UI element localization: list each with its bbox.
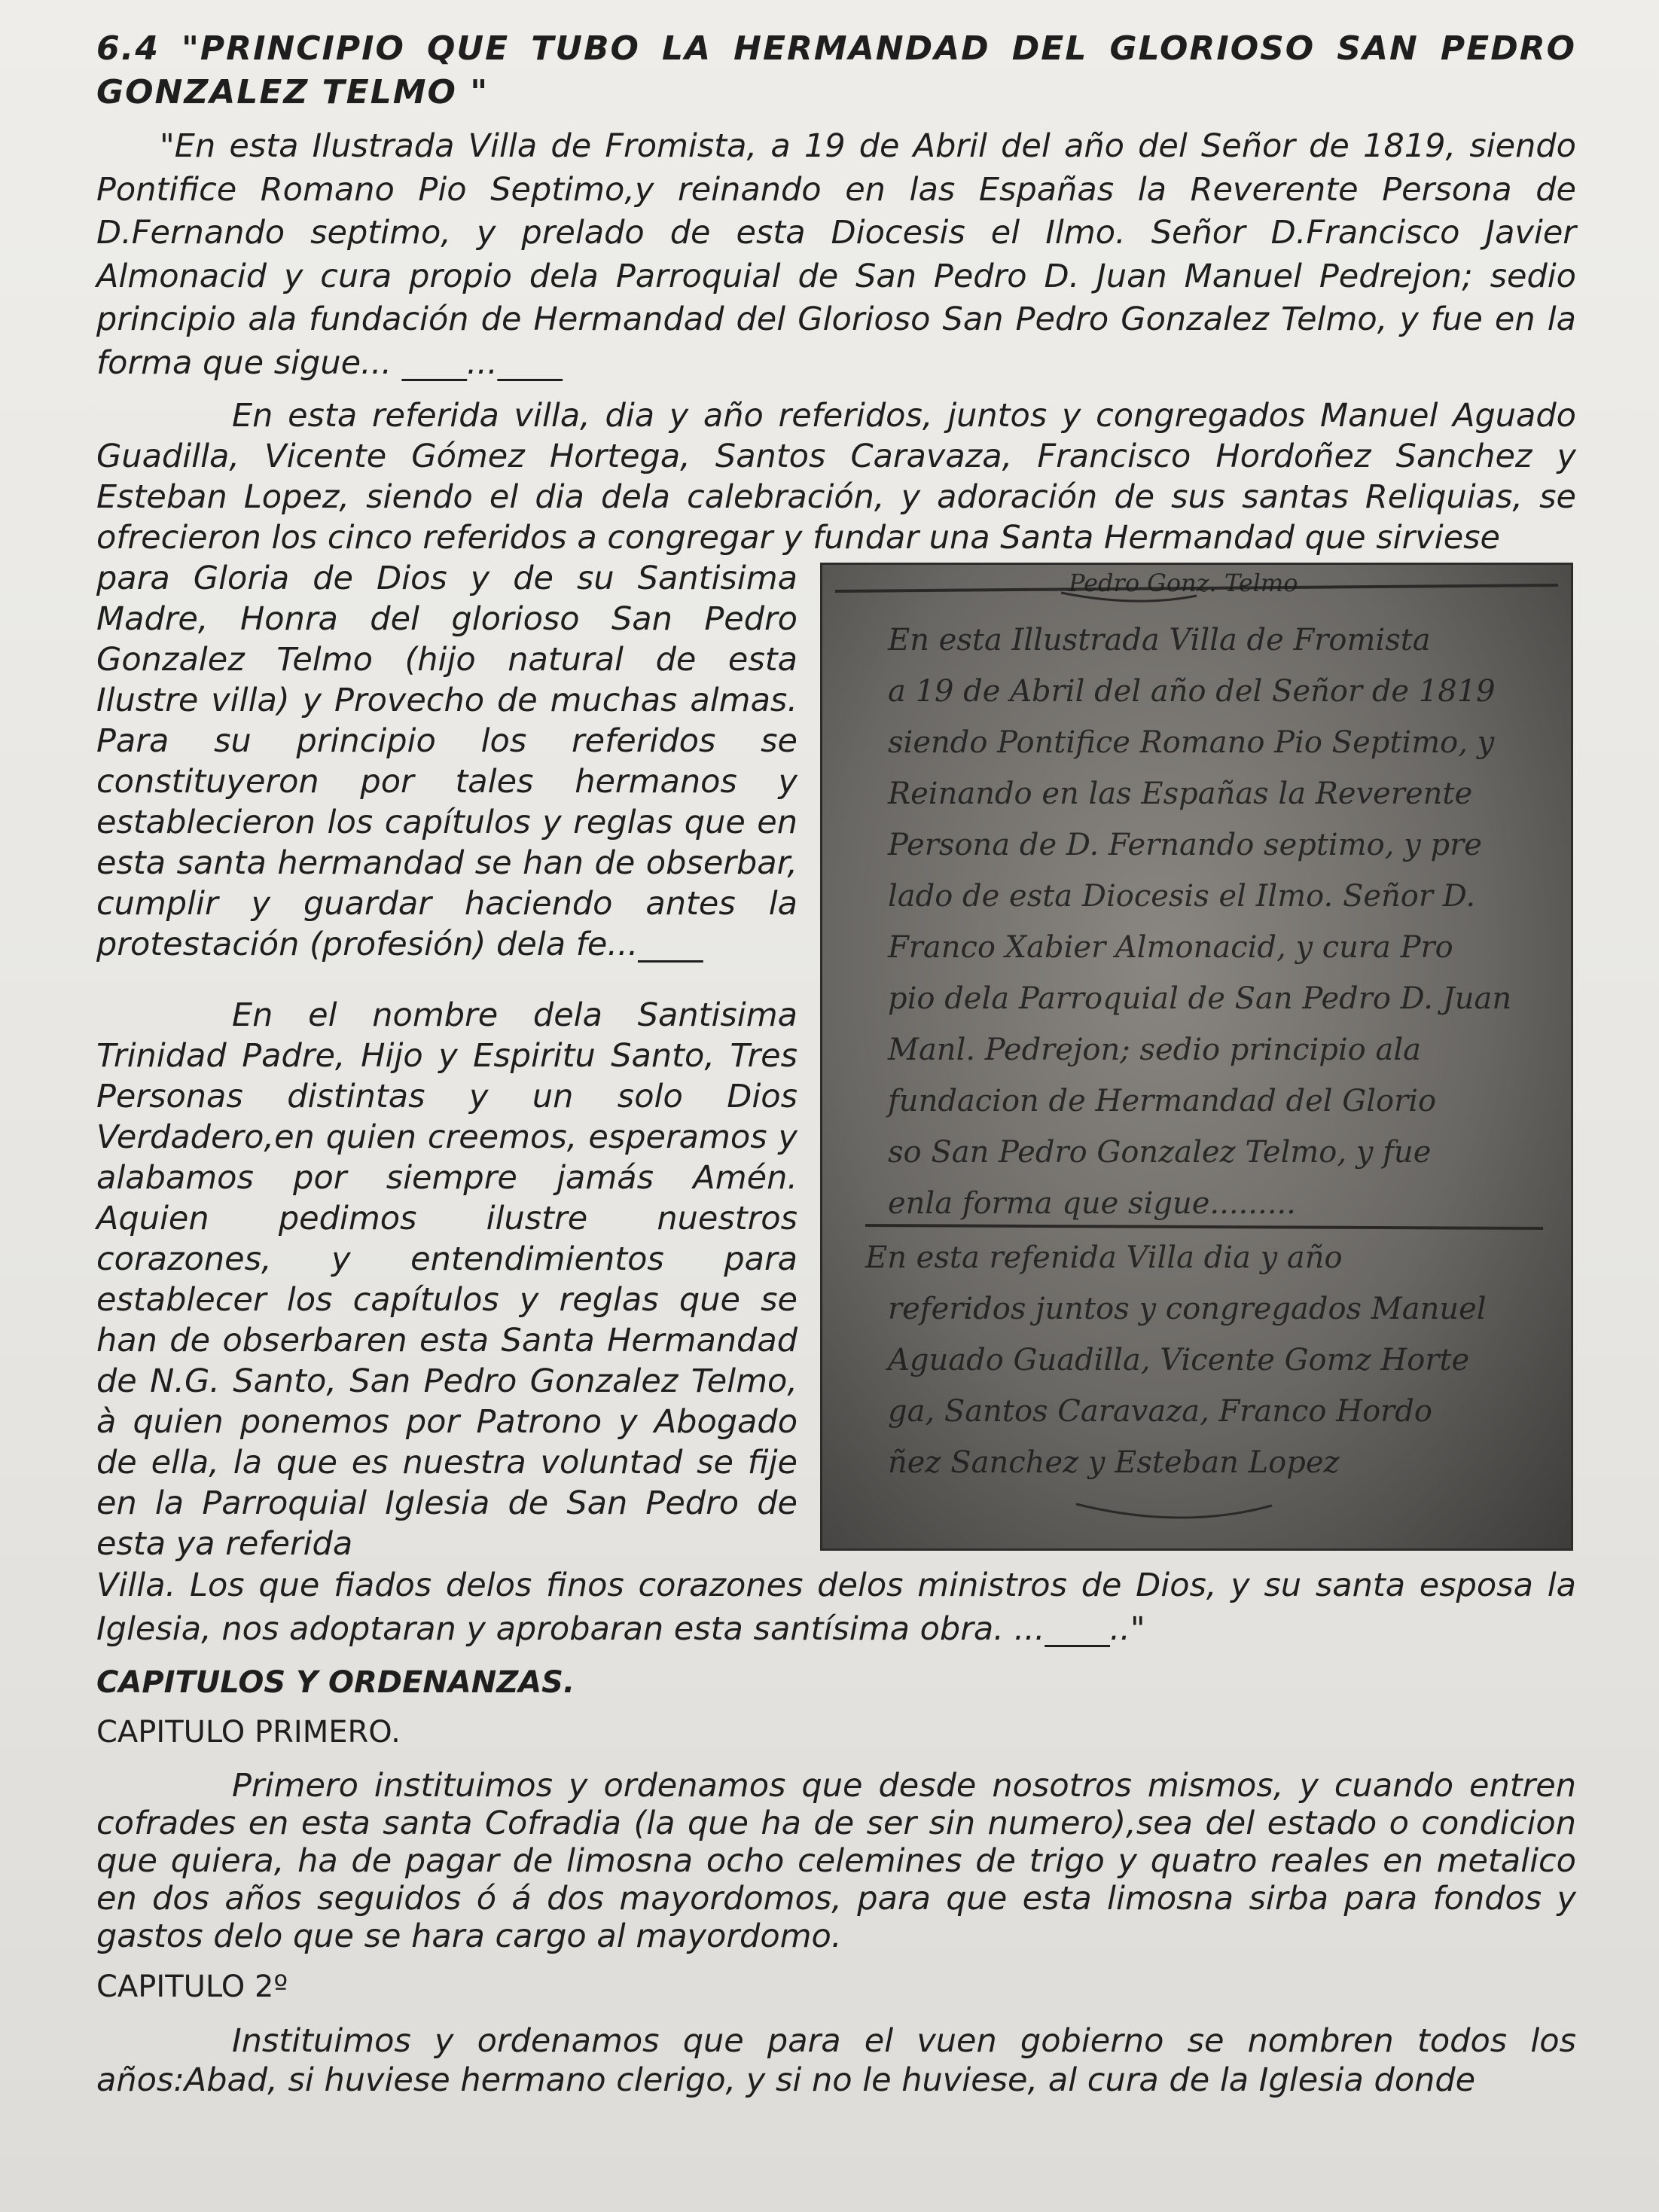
heading-capitulos: CAPITULOS Y ORDENANZAS. <box>96 1665 575 1700</box>
heading-capitulo-2: CAPITULO 2º <box>96 1969 288 2004</box>
manuscript-line: ga, Santos Caravaza, Franco Hordo <box>888 1394 1432 1429</box>
paragraph-invocation: En el nombre dela Santisima Trinidad Padre, Hijo y Espiritu Santo, Tres Personas distintas y un solo Dios Verdadero,en quien creemos, esperamos y alabamos por siempre jamás Amén. Aquien pedimos ilustre nuestros corazones, y entendimientos para establecer los capítulos y reglas que se han de obserbaren esta Santa Hermandad de N.G. Santo, San Pedro Gonzalez Telmo, à quien ponemos por Patrono y Abogado de ella, la que es nuestra voluntad se fije en la Parroquial Iglesia de San Pedro de esta ya referida <box>96 996 797 1563</box>
manuscript-line: En esta Illustrada Villa de Fromista <box>888 623 1431 657</box>
heading-capitulo-primero: CAPITULO PRIMERO. <box>96 1715 401 1750</box>
manuscript-photo <box>820 563 1573 1551</box>
paragraph-invocation-end: Villa. Los que fiados delos finos corazones delos ministros de Dios, y su santa esposa la Iglesia, nos adoptaran y aprobaran esta santísima obra. ...____.." <box>96 1567 1576 1648</box>
paragraph-capitulo-1: Primero instituimos y ordenamos que desde nosotros mismos, y cuando entren cofrades en esta santa Cofradia (la que ha de ser sin numero),sea del estado o condicion que quiera, ha de pagar de limosna ocho celemines de trigo y quatro reales en metalico en dos años seguidos ó á dos mayordomos, para que esta limosna sirba para fondos y gastos delo que se hara cargo al mayordomo. <box>96 1767 1576 1955</box>
manuscript-line: fundacion de Hermandad del Glorio <box>888 1084 1437 1118</box>
manuscript-line: referidos juntos y congregados Manuel <box>888 1292 1487 1326</box>
manuscript-line: Reinando en las Españas la Reverente <box>888 776 1473 811</box>
manuscript-line: Manl. Pedrejon; sedio principio ala <box>888 1033 1421 1067</box>
manuscript-line: Persona de D. Fernando septimo, y pre <box>888 828 1482 862</box>
manuscript-line: pio dela Parroquial de San Pedro D. Juan <box>888 981 1512 1016</box>
manuscript-line: lado de esta Diocesis el Ilmo. Señor D. <box>888 879 1476 914</box>
paragraph-purpose: para Gloria de Dios y de su Santisima Madre, Honra del glorioso San Pedro Gonzalez Telmo (hijo natural de esta Ilustre villa) y Provecho de muchas almas. Para su principio los referidos se constituyeron por tales hermanos y establecieron los capítulos y reglas que en esta santa hermandad se han de obserbar, cumplir y guardar haciendo antes la protestación (profesión) dela fe...____ <box>96 560 797 963</box>
manuscript-line: En esta refenida Villa dia y año <box>865 1240 1343 1275</box>
two-column-section <box>96 558 1576 1564</box>
manuscript-line: Aguado Guadilla, Vicente Gomz Horte <box>888 1343 1470 1378</box>
manuscript-line: ñez Sanchez y Esteban Lopez <box>888 1445 1340 1480</box>
section-title: 6.4 "PRINCIPIO QUE TUBO LA HERMANDAD DEL GLORIOSO SAN PEDRO GONZALEZ TELMO " <box>96 29 1576 111</box>
paragraph-founders: En esta referida villa, dia y año referidos, juntos y congregados Manuel Aguado Guadilla, Vicente Gómez Hortega, Santos Caravaza, Francisco Hordoñez Sanchez y Esteban Lopez, siendo el dia dela calebración, y adoración de sus santas Reliquias, se ofrecieron los cinco referidos a congregar y fundar una Santa Hermandad que sirviese <box>96 397 1576 557</box>
manuscript-line: siendo Pontifice Romano Pio Septimo, y <box>888 725 1495 760</box>
paragraph-capitulo-2: Instituimos y ordenamos que para el vuen gobierno se nombren todos los años:Abad, si huviese hermano clerigo, y si no le huviese, al cura de la Iglesia donde <box>96 2022 1576 2099</box>
manuscript-line: a 19 de Abril del año del Señor de 1819 <box>888 674 1496 709</box>
manuscript-line: so San Pedro Gonzalez Telmo, y fue <box>888 1135 1432 1170</box>
manuscript-line: Pedro Gonz. Telmo <box>1069 569 1298 597</box>
manuscript-line: Franco Xabier Almonacid, y cura Pro <box>888 930 1453 965</box>
paragraph-intro: "En esta Ilustrada Villa de Fromista, a 19 de Abril del año del Señor de 1819, siendo Pontifice Romano Pio Septimo,y reinando en las Españas la Reverente Persona de D.Fernando septimo, y prelado de esta Diocesis el Ilmo. Señor D.Francisco Javier Almonacid y cura propio dela Parroquial de San Pedro D. Juan Manuel Pedrejon; sedio principio ala fundación de Hermandad del Glorioso San Pedro Gonzalez Telmo, y fue en la forma que sigue... ____...____ <box>96 127 1576 382</box>
manuscript-line: enla forma que sigue......... <box>888 1186 1296 1221</box>
